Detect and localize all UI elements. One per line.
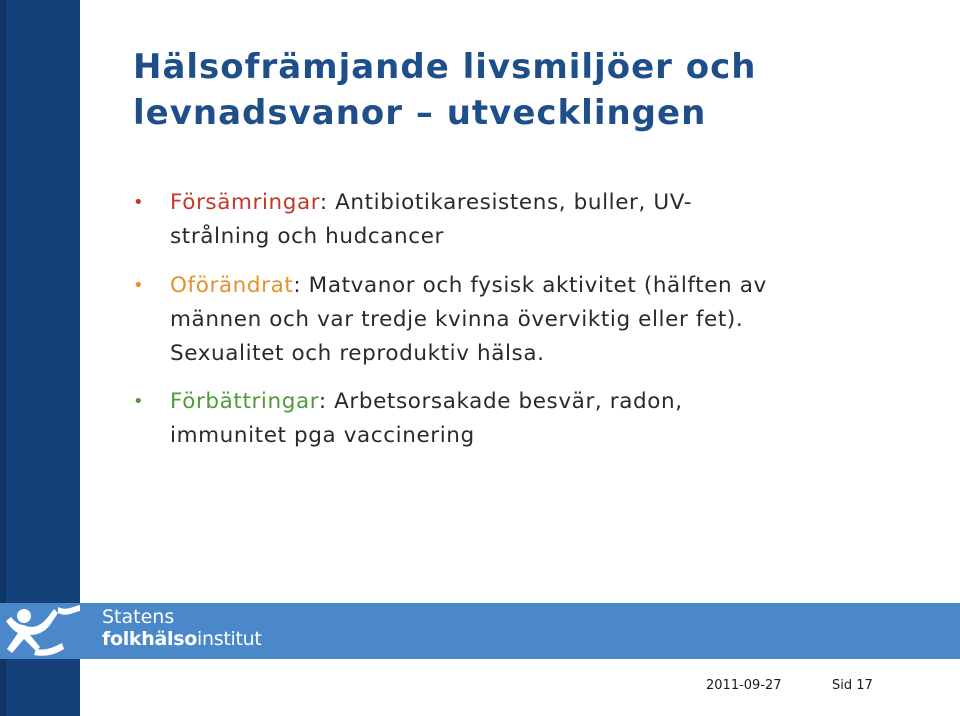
bullet-list xyxy=(133,186,913,453)
bullet-unchanged xyxy=(133,269,913,371)
bullet-text: strålning och hudcancer xyxy=(170,224,444,249)
bullet-keyword: Oförändrat xyxy=(170,273,294,298)
footer-page-number: Sid 17 xyxy=(832,678,873,693)
bullet-dot-icon: • xyxy=(133,192,145,213)
running-figure-logo-icon xyxy=(2,603,84,659)
logo-line-2 xyxy=(102,628,262,650)
bullet-keyword: Förbättringar xyxy=(170,389,319,414)
bullet-dot-icon: • xyxy=(133,275,145,296)
logo-regular-part: institut xyxy=(197,628,262,650)
bullet-text: Sexualitet och reproduktiv hälsa. xyxy=(170,341,545,366)
bullet-text: männen och var tredje kvinna överviktig eller fet). xyxy=(170,307,744,332)
bullet-text: : Matvanor och fysisk aktivitet (hälften av xyxy=(293,273,767,298)
bullet-text: immunitet pga vaccinering xyxy=(170,423,475,448)
footer-date: 2011-09-27 xyxy=(706,678,782,693)
bullet-text: : Arbetsorsakade besvär, radon, xyxy=(318,389,683,414)
bullet-text: : Antibiotikaresistens, buller, UV- xyxy=(319,190,693,215)
bullet-keyword: Försämringar xyxy=(170,190,320,215)
slide-title xyxy=(133,44,933,136)
statens-folkhalsoinstitut-logo xyxy=(102,606,262,650)
logo-bold-part: folkhälso xyxy=(102,628,197,650)
bullet-improved xyxy=(133,385,913,453)
slide-title-line-1: Hälsofrämjande livsmiljöer och xyxy=(133,47,757,87)
bullet-worsened xyxy=(133,186,913,254)
slide-title-line-2: levnadsvanor – utvecklingen xyxy=(133,93,707,133)
bullet-dot-icon: • xyxy=(133,391,145,412)
logo-line-1: Statens xyxy=(102,606,175,628)
